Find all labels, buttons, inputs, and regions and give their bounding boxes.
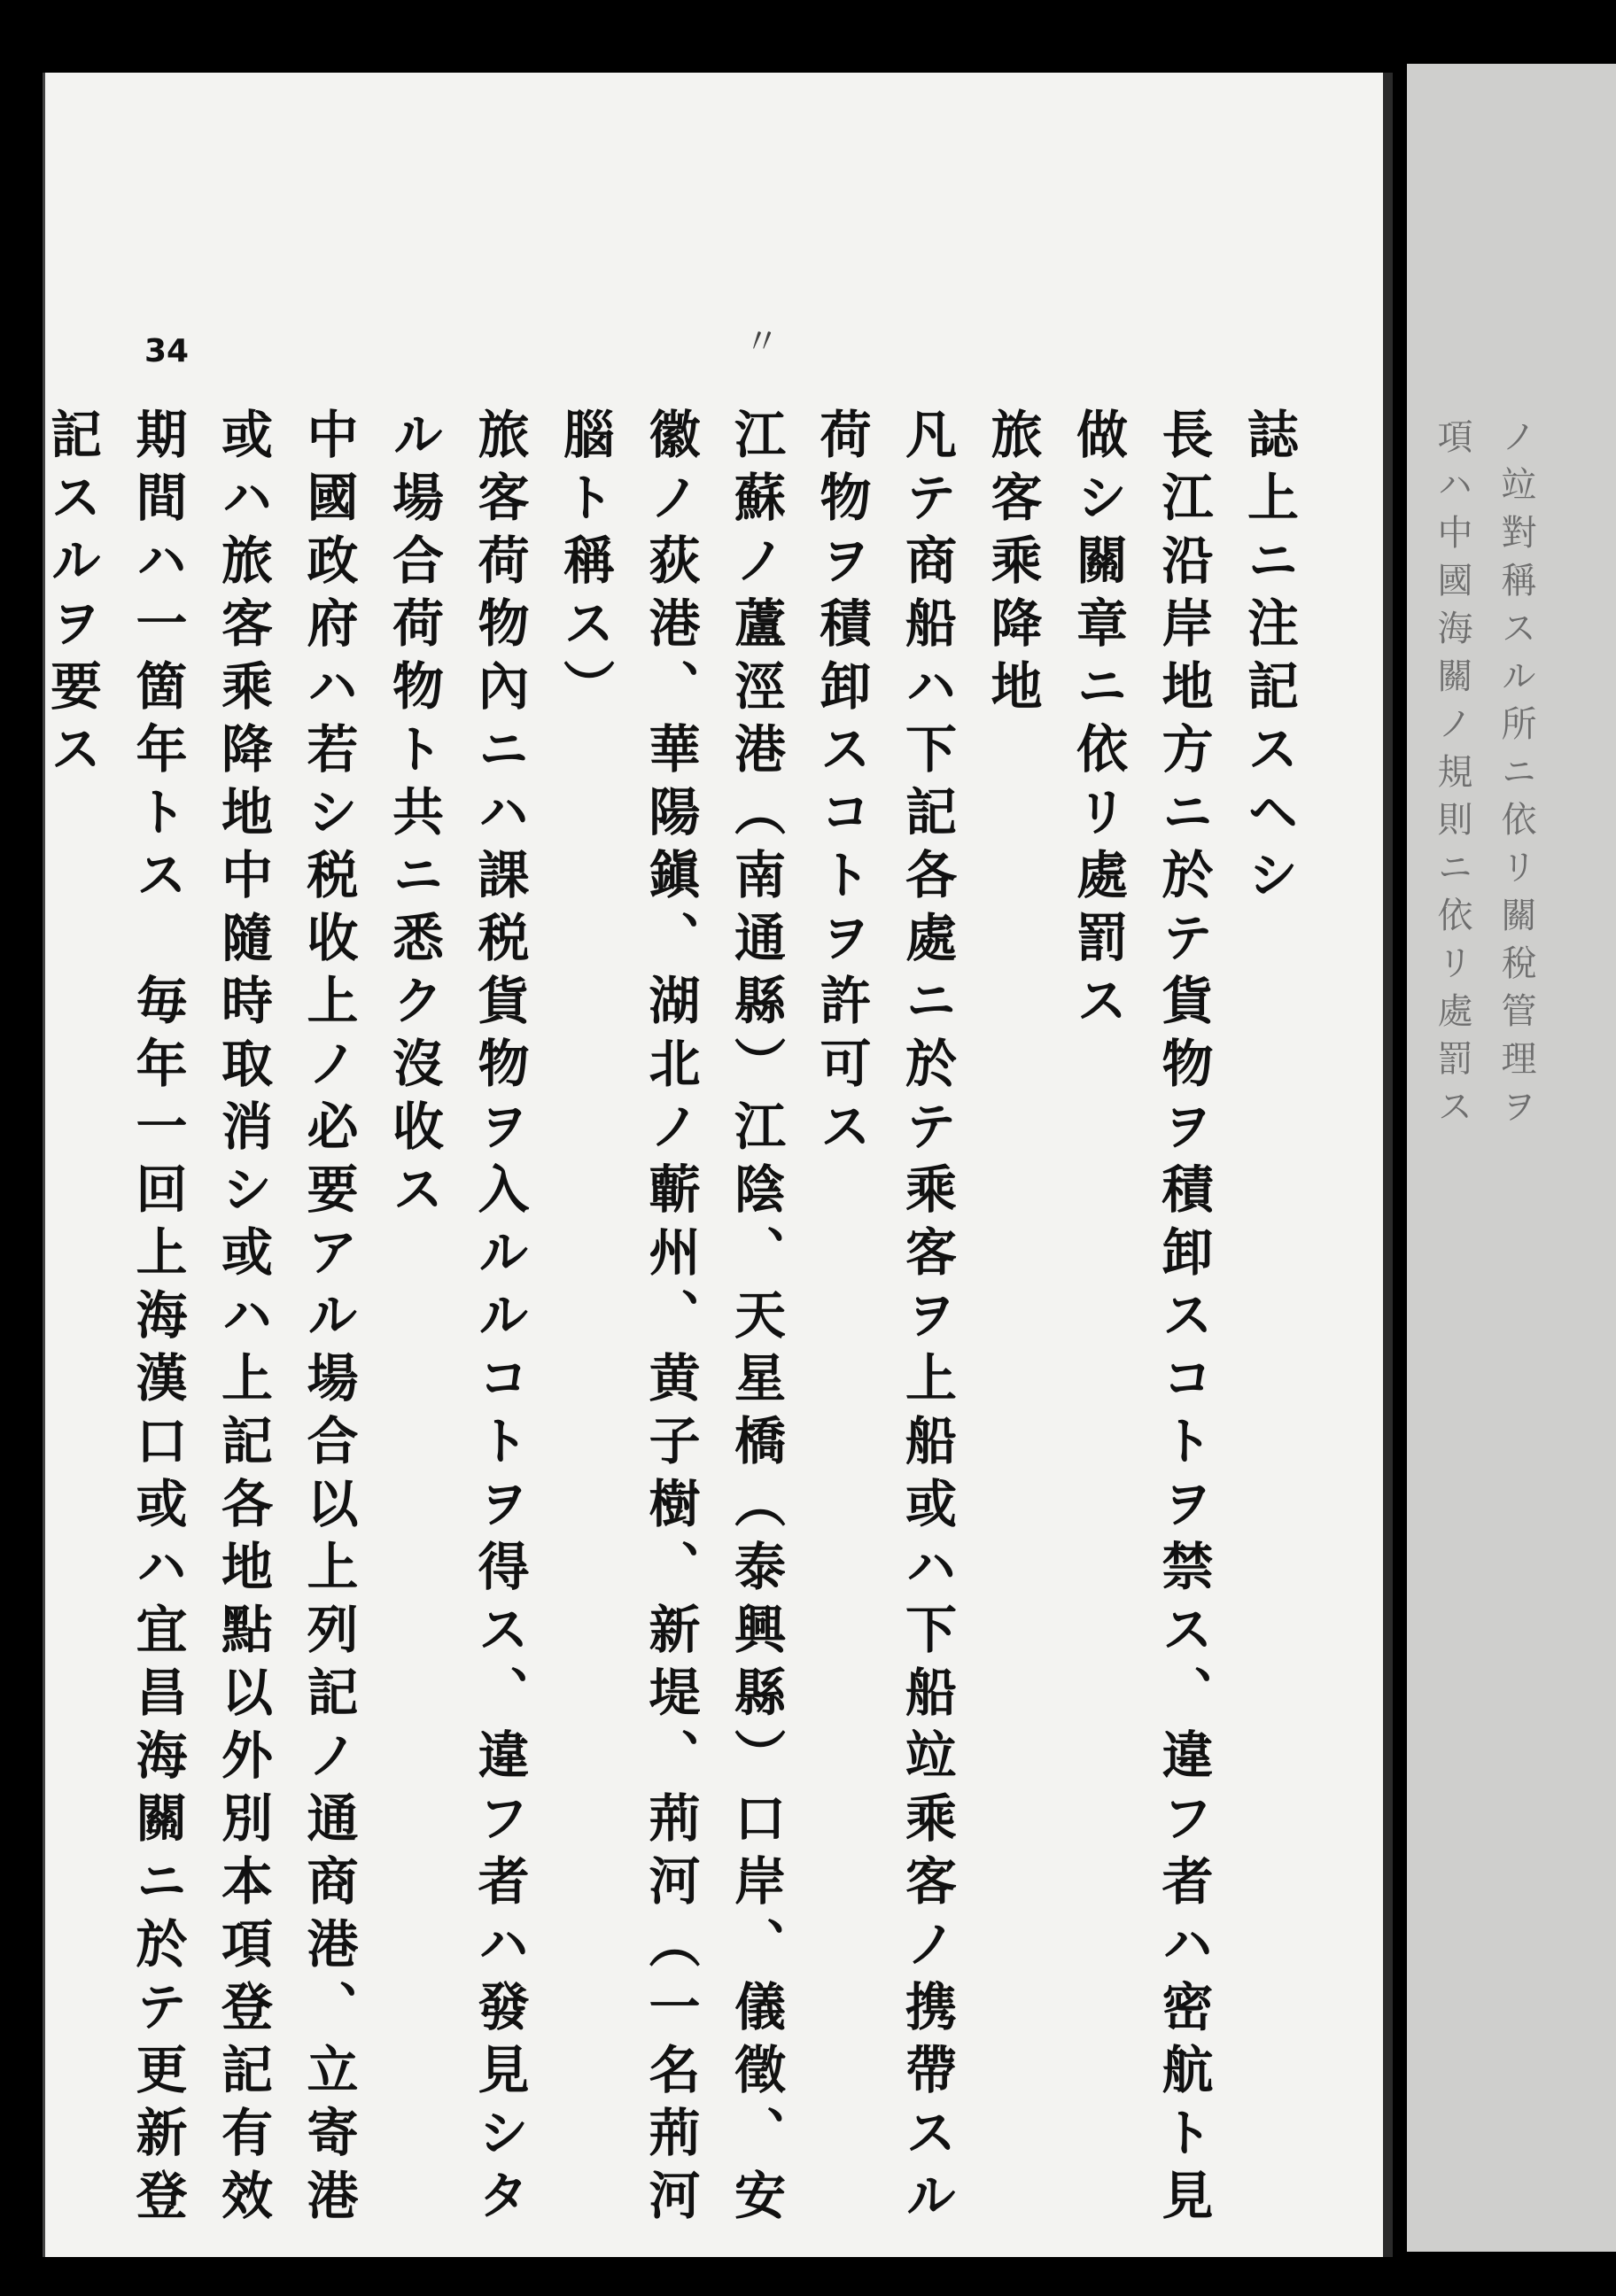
adjacent-page-line: 項ハ中國海關ノ規則ニ依リ處罰ス [1432, 418, 1472, 1136]
text-line: 徽ノ荻港、華陽鎭、湖北ノ蘄州、黄子樹、新堤、荊河（一名荊河 [640, 407, 701, 2231]
text-line: 做シ關章ニ依リ處罰ス [1068, 407, 1128, 1036]
text-line: 期間ハ一箇年トス 毎年一回上海漢口或ハ宜昌海關ニ於テ更新登 [127, 407, 188, 2231]
text-line: 旅客荷物內ニハ課税貨物ヲ入ルルコトヲ得ス、違フ者ハ發見シタ [469, 407, 530, 2231]
text-line: 記スルヲ要ス [42, 407, 102, 785]
text-line: 長江沿岸地方ニ於テ貨物ヲ積卸スコトヲ禁ス、違フ者ハ密航ト見 [1153, 407, 1214, 2231]
text-line: 或ハ旅客乘降地中隨時取消シ或ハ上記各地點以外別本項登記有效 [213, 407, 273, 2231]
page-number: 34 [144, 333, 190, 369]
text-line: 誌上ニ注記スヘシ [1239, 407, 1299, 911]
text-line: 江蘇ノ蘆涇港（南通縣）江陰、天星橋（泰興縣）口岸、儀徵、安 [726, 407, 786, 2231]
text-line: 腦ト稱ス） [555, 407, 615, 722]
text-line: ル場合荷物ト共ニ悉ク沒收ス [384, 407, 444, 1225]
ditto-mark: 〃 [744, 322, 780, 362]
text-line: 荷物ヲ積卸スコトヲ許可ス [811, 407, 872, 1162]
vertical-text-body [42, 407, 1311, 2232]
adjacent-page [1407, 64, 1616, 2252]
text-line: 旅客乘降地 [982, 407, 1043, 722]
adjacent-page-line: ノ竝對稱スル所ニ依リ關稅管理ヲ [1496, 418, 1536, 1136]
text-line: 中國政府ハ若シ税收上ノ必要アル場合以上列記ノ通商港、立寄港 [298, 407, 359, 2231]
text-line: 凡テ商船ハ下記各處ニ於テ乘客ヲ上船或ハ下船竝乘客ノ携帶スル [897, 407, 957, 2231]
